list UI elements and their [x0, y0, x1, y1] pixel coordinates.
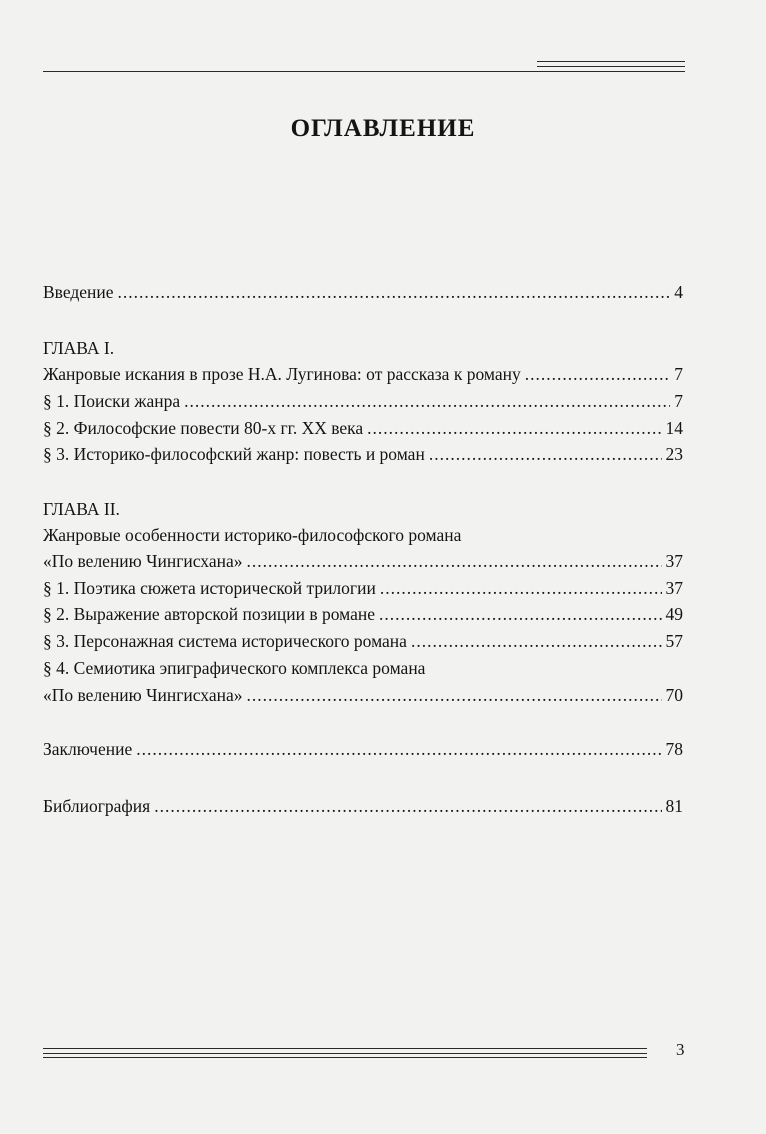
header-rule-short: [537, 61, 685, 62]
toc-entry-page: 37: [665, 578, 683, 598]
footer-rule: [43, 1053, 647, 1054]
toc-entry-section: [43, 604, 683, 630]
dot-leader: [379, 604, 662, 625]
page-number: 3: [676, 1040, 685, 1059]
dot-leader: [118, 282, 671, 303]
toc-entry-page: 70: [665, 685, 683, 705]
dot-leader: [246, 551, 661, 572]
dot-leader: [154, 796, 661, 817]
toc-entry-label: § 3. Историко-философский жанр: повесть и роман: [43, 444, 425, 464]
toc-entry-page: 14: [665, 418, 683, 438]
toc-entry-page: 37: [665, 551, 683, 571]
page-title: ОГЛАВЛЕНИЕ: [290, 115, 476, 142]
footer-rule: [43, 1048, 647, 1049]
header-rule-short: [537, 66, 685, 67]
toc-entry-label: § 2. Философские повести 80-х гг. XX века: [43, 418, 364, 438]
toc-entry-label: § 1. Поэтика сюжета исторической трилогии: [43, 578, 376, 598]
toc-entry-page: 57: [665, 631, 683, 651]
toc-entry-page: 7: [674, 391, 683, 411]
toc-entry-page: 78: [665, 739, 683, 759]
chapter-title: Жанровые особенности историко-философского романа: [43, 525, 462, 545]
toc-entry-section: [43, 418, 683, 444]
toc-entry-label: § 2. Выражение авторской позиции в романе: [43, 604, 375, 624]
toc-entry-chapter2-title: [43, 551, 683, 577]
toc-entry-label: Жанровые искания в прозе Н.А. Лугинова: от рассказа к роману: [43, 364, 521, 384]
toc-entry-chapter1-title: [43, 364, 683, 390]
toc-entry-page: 7: [674, 364, 683, 384]
dot-leader: [525, 364, 671, 385]
toc-entry-page: 49: [665, 604, 683, 624]
toc-entry-section: [43, 685, 683, 711]
toc-entry-label: «По велению Чингисхана»: [43, 551, 243, 571]
dot-leader: [380, 578, 662, 599]
toc-entry-label: Заключение: [43, 739, 133, 759]
toc-entry-label: § 1. Поиски жанра: [43, 391, 181, 411]
dot-leader: [136, 739, 661, 760]
toc-entry-section: [43, 391, 683, 417]
toc-entry-label: § 4. Семиотика эпиграфического комплекса романа: [43, 658, 426, 678]
toc-entry-page: 4: [674, 282, 683, 302]
toc-entry-page: 81: [665, 796, 683, 816]
toc-entry-label: § 3. Персонажная система исторического романа: [43, 631, 407, 651]
chapter-heading: ГЛАВА I.: [43, 338, 115, 358]
toc-entry-label: Библиография: [43, 796, 151, 816]
toc-entry-section: [43, 444, 683, 470]
header-rule: [43, 71, 685, 72]
toc-entry-label: «По велению Чингисхана»: [43, 685, 243, 705]
toc-entry-bibliography: [43, 796, 683, 822]
toc-entry-section: [43, 631, 683, 657]
dot-leader: [246, 685, 661, 706]
dot-leader: [411, 631, 662, 652]
toc-entry-conclusion: [43, 739, 683, 765]
toc-entry-section: [43, 578, 683, 604]
toc-entry-intro: [43, 282, 683, 308]
dot-leader: [429, 444, 662, 465]
toc-entry-page: 23: [665, 444, 683, 464]
dot-leader: [367, 418, 661, 439]
footer-rule: [43, 1057, 647, 1058]
dot-leader: [184, 391, 670, 412]
toc-entry-label: Введение: [43, 282, 114, 302]
chapter-heading: ГЛАВА II.: [43, 499, 120, 519]
